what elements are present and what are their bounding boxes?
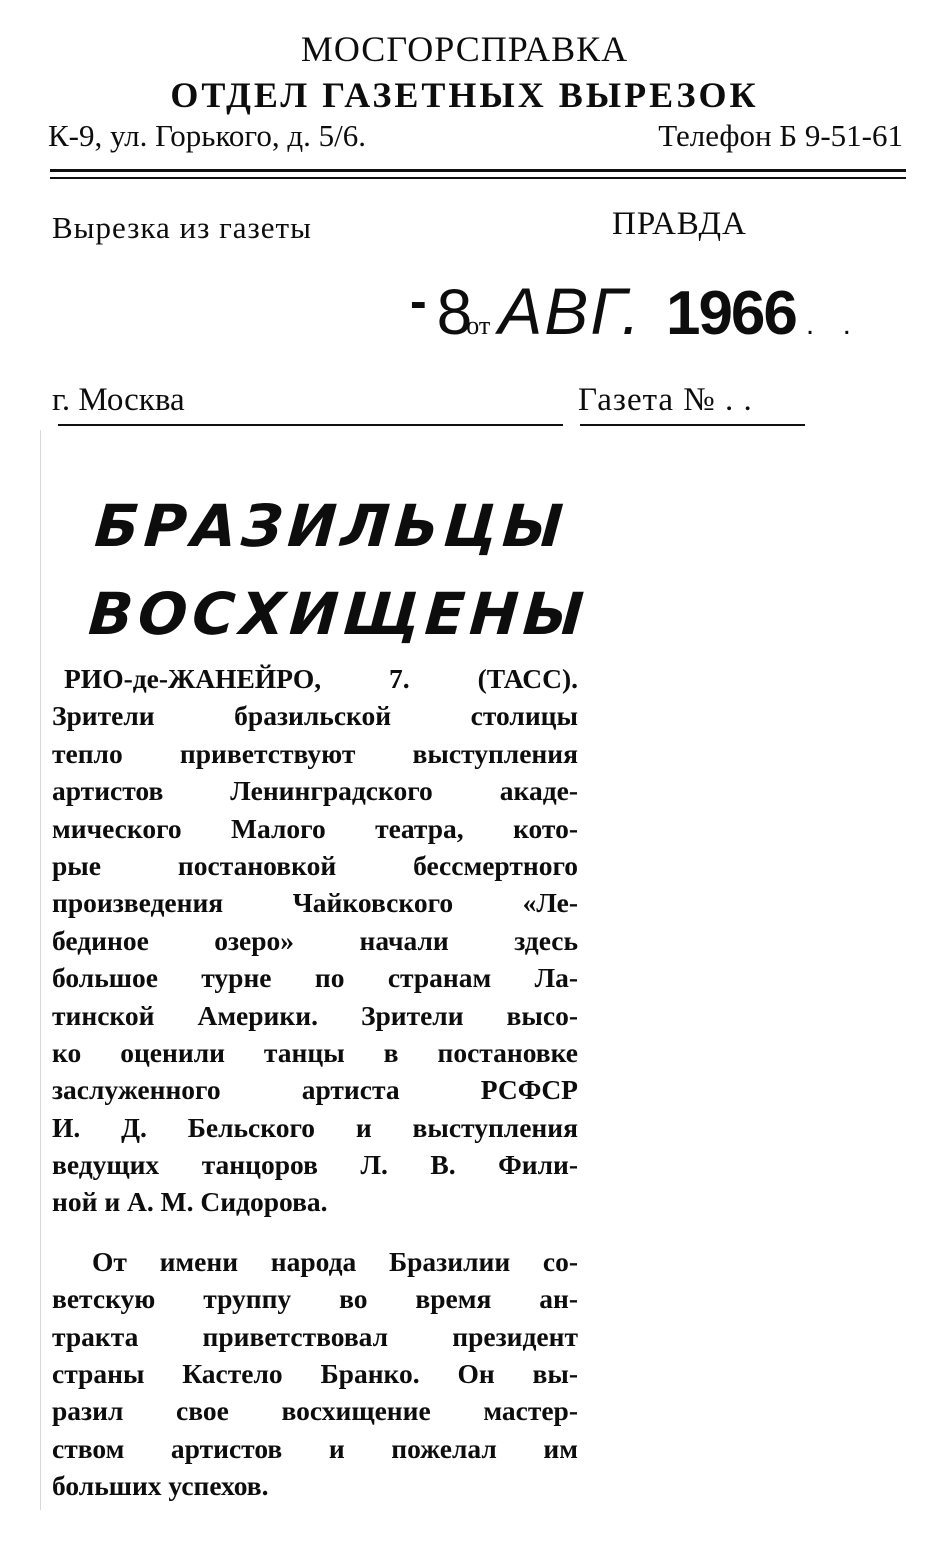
headline — [86, 482, 598, 658]
article-line: мического Малого театра, кото- — [52, 812, 578, 844]
article-line: РИО-де-ЖАНЕЙРО, 7. (ТАСС). — [64, 663, 578, 694]
newspaper-name: ПРАВДА — [612, 206, 747, 242]
article-line: большое турне по странам Ла- — [52, 962, 578, 994]
gazeta-number: Газета № . . — [578, 382, 753, 418]
city: г. Москва — [52, 382, 185, 418]
date-dash: - — [410, 273, 427, 329]
date-month: АВГ. — [498, 274, 642, 348]
gazeta-underline — [580, 424, 805, 426]
article-line: бединое озеро» начали здесь — [52, 924, 578, 956]
headline-line-2: ВОСХИЩЕНЫ — [86, 580, 591, 648]
article-line: ством артистов и пожелал им — [52, 1432, 578, 1464]
article-line: рые постановкой бессмертного — [52, 849, 578, 881]
article-line: И. Д. Бельского и выступления — [52, 1111, 578, 1143]
article-line: произведения Чайковского «Ле- — [52, 887, 578, 919]
article-line: ной и А. М. Сидорова. — [52, 1186, 328, 1218]
department-name: ОТДЕЛ ГАЗЕТНЫХ ВЫРЕЗОК — [170, 75, 759, 115]
article-line: ветскую труппу во время ан- — [52, 1283, 578, 1315]
date-from-label: от — [466, 311, 491, 340]
clipping-edge — [40, 430, 41, 1510]
header-rule — [50, 169, 906, 172]
headline-line-1: БРАЗИЛЬЦЫ — [92, 492, 571, 560]
article-line: страны Кастело Бранко. Он вы- — [52, 1358, 578, 1390]
article-line: больших успехов. — [52, 1470, 269, 1502]
paragraph-1 — [52, 660, 578, 1221]
article-line: ведущих танцоров Л. В. Фили- — [52, 1149, 578, 1181]
city-underline — [58, 424, 563, 426]
article-line: тракта приветствовал президент — [52, 1320, 578, 1352]
date-day: 8 — [436, 276, 473, 348]
article-line: Зрители бразильской столицы — [52, 700, 578, 732]
date-tail: . . — [805, 308, 861, 341]
article-line: ко оценили танцы в постановке — [52, 1036, 578, 1068]
address: К-9, ул. Горького, д. 5/6. — [48, 118, 367, 153]
date-year: 1966 — [665, 279, 796, 348]
article-line: От имени народа Бразилии со- — [92, 1245, 578, 1277]
article-line: разил свое восхищение мастер- — [52, 1395, 578, 1427]
header-rule-double — [50, 177, 906, 179]
paragraph-2 — [52, 1243, 578, 1505]
date-stamp — [410, 272, 861, 352]
organization-name: МОСГОРСПРАВКА — [300, 29, 629, 69]
article-line: артистов Ленинградского акаде- — [52, 775, 578, 807]
article-line: заслуженного артиста РСФСР — [52, 1074, 578, 1106]
article-body — [52, 660, 578, 1505]
clipping-label: Вырезка из газеты — [52, 210, 312, 245]
article-line: тепло приветствуют выступления — [52, 737, 578, 769]
article-line: тинской Америки. Зрители высо- — [52, 999, 578, 1031]
phone-number: Телефон Б 9-51-61 — [658, 118, 903, 153]
